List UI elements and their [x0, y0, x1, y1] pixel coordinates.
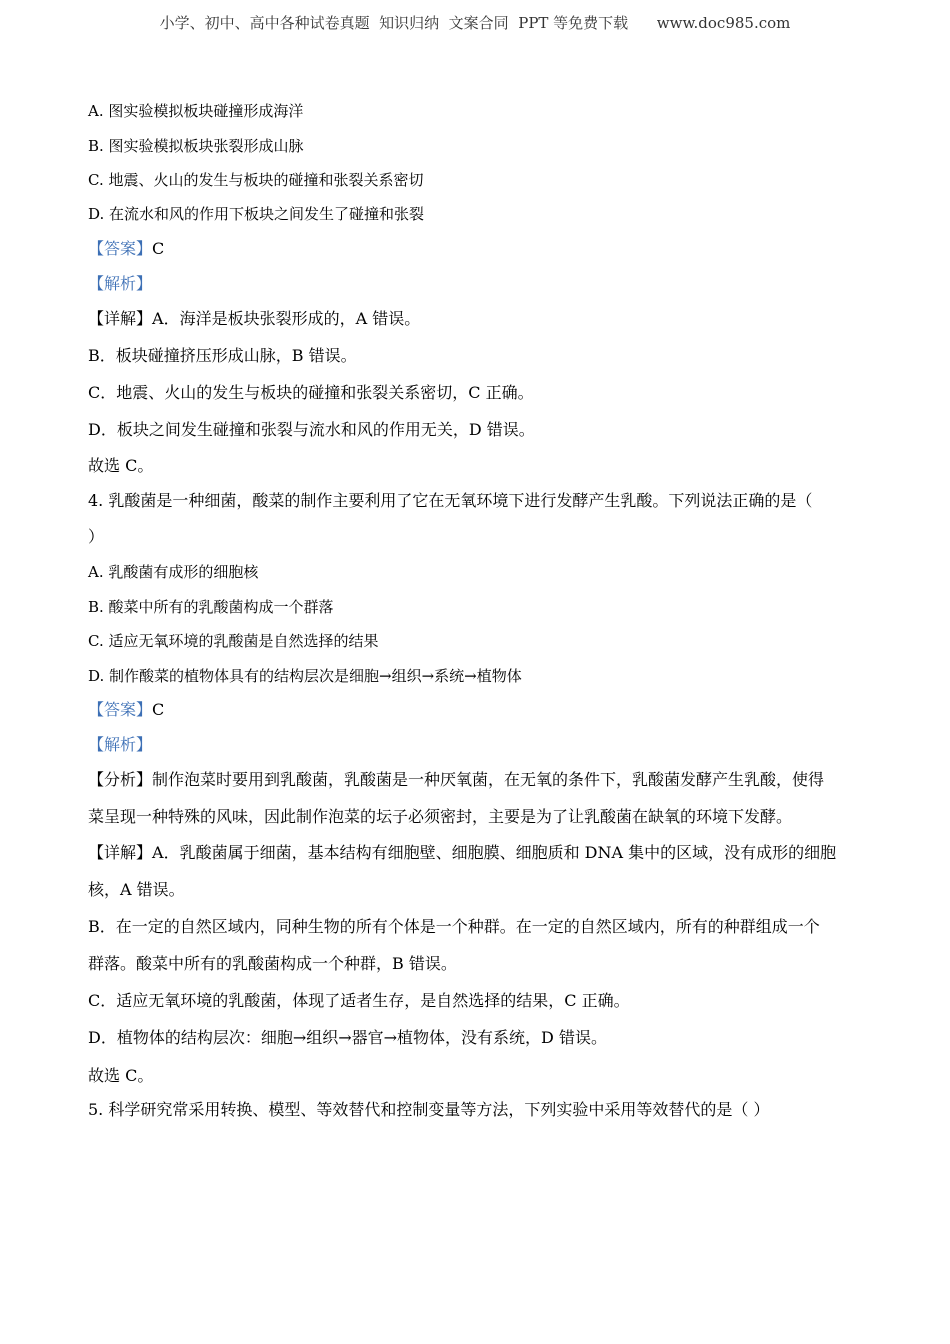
q3-answer: [88, 238, 164, 260]
detail-label: 【详解】: [88, 309, 153, 328]
detail-text: A．乳酸菌属于细菌，基本结构有细胞壁、细胞膜、细胞质和 DNA 集中的区域，没有成形的细胞: [152, 843, 837, 862]
q3-detail-c: C．地震、火山的发生与板块的碰撞和张裂关系密切，C 正确。: [88, 383, 534, 402]
q4-analysis-label: 【解析】: [88, 735, 153, 754]
q3-detail-d: D．板块之间发生碰撞和张裂与流水和风的作用无关，D 错误。: [88, 420, 535, 439]
answer-value: C: [152, 239, 165, 258]
detail-text: A．海洋是板块张裂形成的，A 错误。: [152, 309, 421, 328]
q5-stem: 5. 科学研究常采用转换、模型、等效替代和控制变量等方法，下列实验中采用等效替代的是（ ）: [88, 1100, 770, 1119]
q3-analysis-label: 【解析】: [88, 274, 153, 293]
q3-option-d: D. 在流水和风的作用下板块之间发生了碰撞和张裂: [88, 205, 425, 223]
q4-detail-a-line1: [88, 842, 836, 864]
fenxi-text: 制作泡菜时要用到乳酸菌，乳酸菌是一种厌氧菌，在无氧的条件下，乳酸菌发酵产生乳酸，使得: [152, 770, 825, 789]
answer-label: 【答案】: [88, 700, 153, 719]
q4-stem-line2: ）: [88, 527, 105, 546]
answer-value: C: [152, 700, 165, 719]
q4-fenxi-line1: [88, 769, 824, 791]
q4-detail-b-line2: 群落。酸菜中所有的乳酸菌构成一个种群，B 错误。: [88, 954, 457, 973]
q4-detail-b-line1: B．在一定的自然区域内，同种生物的所有个体是一个种群。在一定的自然区域内，所有的种群组成一个: [88, 917, 820, 936]
q4-detail-c: C．适应无氧环境的乳酸菌，体现了适者生存，是自然选择的结果，C 正确。: [88, 991, 630, 1010]
q3-detail-a: [88, 308, 420, 330]
q4-detail-a-line2: 核，A 错误。: [88, 880, 185, 899]
q4-detail-d: D．植物体的结构层次：细胞→组织→器官→植物体，没有系统，D 错误。: [88, 1028, 607, 1047]
q3-detail-b: B．板块碰撞挤压形成山脉，B 错误。: [88, 346, 357, 365]
q4-answer: [88, 699, 164, 721]
q4-option-a: A. 乳酸菌有成形的细胞核: [88, 563, 259, 581]
q4-option-b: B. 酸菜中所有的乳酸菌构成一个群落: [88, 598, 334, 616]
q4-fenxi-line2: 菜呈现一种特殊的风味，因此制作泡菜的坛子必须密封，主要是为了让乳酸菌在缺氧的环境下发酵。: [88, 807, 793, 826]
q3-conclusion: 故选 C。: [88, 456, 154, 475]
q4-stem-line1: 4. 乳酸菌是一种细菌，酸菜的制作主要利用了它在无氧环境下进行发酵产生乳酸。下列说法正确的是（: [88, 491, 813, 510]
q4-option-c: C. 适应无氧环境的乳酸菌是自然选择的结果: [88, 632, 379, 650]
q3-option-a: A. 图实验模拟板块碰撞形成海洋: [88, 102, 304, 120]
fenxi-label: 【分析】: [88, 770, 153, 789]
page-header: 小学、初中、高中各种试卷真题 知识归纳 文案合同 PPT 等免费下载 www.doc985.com: [159, 14, 791, 32]
q3-option-c: C. 地震、火山的发生与板块的碰撞和张裂关系密切: [88, 171, 424, 189]
q4-conclusion: 故选 C。: [88, 1066, 154, 1085]
detail-label: 【详解】: [88, 843, 153, 862]
q3-option-b: B. 图实验模拟板块张裂形成山脉: [88, 137, 304, 155]
answer-label: 【答案】: [88, 239, 153, 258]
q4-option-d: D. 制作酸菜的植物体具有的结构层次是细胞→组织→系统→植物体: [88, 667, 522, 685]
